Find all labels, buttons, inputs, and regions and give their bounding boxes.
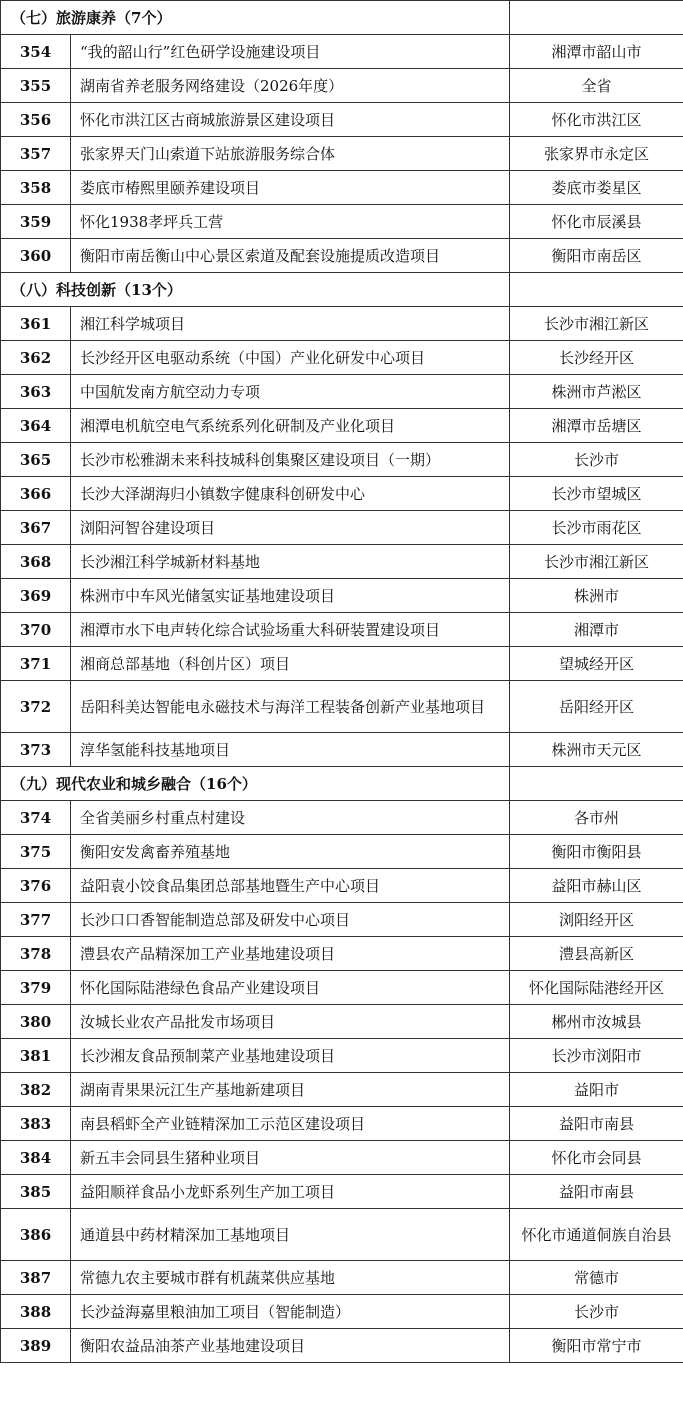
row-number: 358 [1, 171, 71, 205]
project-name: 全省美丽乡村重点村建设 [71, 801, 510, 835]
project-name: 浏阳河智谷建设项目 [71, 511, 510, 545]
project-name: 娄底市椿熙里颐养建设项目 [71, 171, 510, 205]
project-name: 长沙湘友食品预制菜产业基地建设项目 [71, 1039, 510, 1073]
table-row [1, 511, 683, 545]
project-table-body [1, 1, 683, 1363]
row-number: 387 [1, 1261, 71, 1295]
table-row [1, 341, 683, 375]
row-number: 365 [1, 443, 71, 477]
project-location: 怀化市会同县 [510, 1141, 683, 1175]
row-number: 371 [1, 647, 71, 681]
table-row [1, 239, 683, 273]
table-row [1, 1209, 683, 1261]
table-row [1, 477, 683, 511]
project-name: 淳华氢能科技基地项目 [71, 733, 510, 767]
row-number: 364 [1, 409, 71, 443]
project-name: 长沙经开区电驱动系统（中国）产业化研发中心项目 [71, 341, 510, 375]
project-location: 娄底市娄星区 [510, 171, 683, 205]
project-location: 益阳市赫山区 [510, 869, 683, 903]
project-name: 中国航发南方航空动力专项 [71, 375, 510, 409]
project-name: 怀化市洪江区古商城旅游景区建设项目 [71, 103, 510, 137]
table-row [1, 409, 683, 443]
project-location: 长沙市湘江新区 [510, 545, 683, 579]
project-name: 长沙湘江科学城新材料基地 [71, 545, 510, 579]
row-number: 355 [1, 69, 71, 103]
row-number: 380 [1, 1005, 71, 1039]
project-name: 长沙口口香智能制造总部及研发中心项目 [71, 903, 510, 937]
project-location: 澧县高新区 [510, 937, 683, 971]
project-location: 长沙市 [510, 443, 683, 477]
row-number: 374 [1, 801, 71, 835]
project-location: 长沙经开区 [510, 341, 683, 375]
table-row [1, 801, 683, 835]
table-row [1, 307, 683, 341]
row-number: 356 [1, 103, 71, 137]
project-location: 益阳市南县 [510, 1175, 683, 1209]
row-number: 378 [1, 937, 71, 971]
project-location: 衡阳市衡阳县 [510, 835, 683, 869]
project-name: 湖南青果果沅江生产基地新建项目 [71, 1073, 510, 1107]
table-row [1, 681, 683, 733]
category-row [1, 767, 683, 801]
table-row [1, 937, 683, 971]
category-row [1, 1, 683, 35]
table-row [1, 171, 683, 205]
category-title: （九）现代农业和城乡融合（16个） [1, 767, 510, 801]
project-location: 郴州市汝城县 [510, 1005, 683, 1039]
row-number: 370 [1, 613, 71, 647]
project-location: 岳阳经开区 [510, 681, 683, 733]
project-location: 长沙市雨花区 [510, 511, 683, 545]
project-name: 衡阳农益品油茶产业基地建设项目 [71, 1329, 510, 1363]
project-location: 湘潭市岳塘区 [510, 409, 683, 443]
project-location: 衡阳市常宁市 [510, 1329, 683, 1363]
table-row [1, 443, 683, 477]
category-empty-cell [510, 273, 683, 307]
row-number: 386 [1, 1209, 71, 1261]
table-row [1, 1073, 683, 1107]
table-row [1, 613, 683, 647]
row-number: 379 [1, 971, 71, 1005]
project-location: 株洲市 [510, 579, 683, 613]
row-number: 372 [1, 681, 71, 733]
row-number: 377 [1, 903, 71, 937]
project-location: 长沙市浏阳市 [510, 1039, 683, 1073]
row-number: 376 [1, 869, 71, 903]
project-location: 长沙市湘江新区 [510, 307, 683, 341]
row-number: 381 [1, 1039, 71, 1073]
row-number: 354 [1, 35, 71, 69]
row-number: 384 [1, 1141, 71, 1175]
project-location: 浏阳经开区 [510, 903, 683, 937]
project-location: 各市州 [510, 801, 683, 835]
table-row [1, 137, 683, 171]
project-name: 汝城长业农产品批发市场项目 [71, 1005, 510, 1039]
project-name: 南县稻虾全产业链精深加工示范区建设项目 [71, 1107, 510, 1141]
table-row [1, 205, 683, 239]
project-location: 株洲市天元区 [510, 733, 683, 767]
project-name: 长沙大泽湖海归小镇数字健康科创研发中心 [71, 477, 510, 511]
row-number: 360 [1, 239, 71, 273]
row-number: 385 [1, 1175, 71, 1209]
project-name: 怀化1938孝坪兵工营 [71, 205, 510, 239]
row-number: 388 [1, 1295, 71, 1329]
project-location: 株洲市芦淞区 [510, 375, 683, 409]
table-row [1, 1107, 683, 1141]
project-name: 常德九农主要城市群有机蔬菜供应基地 [71, 1261, 510, 1295]
project-location: 益阳市 [510, 1073, 683, 1107]
table-row [1, 1039, 683, 1073]
project-name: 湘潭电机航空电气系统系列化研制及产业化项目 [71, 409, 510, 443]
project-name: 湘商总部基地（科创片区）项目 [71, 647, 510, 681]
project-name: 衡阳安发禽畜养殖基地 [71, 835, 510, 869]
project-location: 望城经开区 [510, 647, 683, 681]
table-row [1, 1329, 683, 1363]
project-location: 怀化市洪江区 [510, 103, 683, 137]
row-number: 359 [1, 205, 71, 239]
row-number: 366 [1, 477, 71, 511]
row-number: 362 [1, 341, 71, 375]
row-number: 368 [1, 545, 71, 579]
project-name: 通道县中药材精深加工基地项目 [71, 1209, 510, 1261]
row-number: 373 [1, 733, 71, 767]
table-row [1, 545, 683, 579]
project-name: 澧县农产品精深加工产业基地建设项目 [71, 937, 510, 971]
project-name: 益阳顺祥食品小龙虾系列生产加工项目 [71, 1175, 510, 1209]
row-number: 363 [1, 375, 71, 409]
table-row [1, 579, 683, 613]
project-location: 长沙市 [510, 1295, 683, 1329]
project-name: 怀化国际陆港绿色食品产业建设项目 [71, 971, 510, 1005]
project-name: 益阳袁小饺食品集团总部基地暨生产中心项目 [71, 869, 510, 903]
row-number: 383 [1, 1107, 71, 1141]
project-name: 张家界天门山索道下站旅游服务综合体 [71, 137, 510, 171]
row-number: 369 [1, 579, 71, 613]
row-number: 357 [1, 137, 71, 171]
project-location: 怀化市通道侗族自治县 [510, 1209, 683, 1261]
category-title: （七）旅游康养（7个） [1, 1, 510, 35]
category-empty-cell [510, 1, 683, 35]
project-name: “我的韶山行”红色研学设施建设项目 [71, 35, 510, 69]
project-location: 长沙市望城区 [510, 477, 683, 511]
table-row [1, 971, 683, 1005]
row-number: 361 [1, 307, 71, 341]
category-title: （八）科技创新（13个） [1, 273, 510, 307]
project-location: 常德市 [510, 1261, 683, 1295]
row-number: 382 [1, 1073, 71, 1107]
project-name: 岳阳科美达智能电永磁技术与海洋工程装备创新产业基地项目 [71, 681, 510, 733]
table-row [1, 103, 683, 137]
category-row [1, 273, 683, 307]
table-row [1, 903, 683, 937]
project-location: 益阳市南县 [510, 1107, 683, 1141]
project-location: 全省 [510, 69, 683, 103]
table-row [1, 1261, 683, 1295]
row-number: 389 [1, 1329, 71, 1363]
project-name: 新五丰会同县生猪种业项目 [71, 1141, 510, 1175]
category-empty-cell [510, 767, 683, 801]
table-row [1, 69, 683, 103]
project-location: 怀化国际陆港经开区 [510, 971, 683, 1005]
project-name: 长沙益海嘉里粮油加工项目（智能制造） [71, 1295, 510, 1329]
table-row [1, 733, 683, 767]
row-number: 367 [1, 511, 71, 545]
project-location: 湘潭市韶山市 [510, 35, 683, 69]
table-row [1, 1175, 683, 1209]
project-location: 怀化市辰溪县 [510, 205, 683, 239]
project-name: 湘江科学城项目 [71, 307, 510, 341]
project-location: 湘潭市 [510, 613, 683, 647]
project-name: 湖南省养老服务网络建设（2026年度） [71, 69, 510, 103]
project-name: 长沙市松雅湖未来科技城科创集聚区建设项目（一期） [71, 443, 510, 477]
table-row [1, 1141, 683, 1175]
project-location: 张家界市永定区 [510, 137, 683, 171]
project-name: 湘潭市水下电声转化综合试验场重大科研装置建设项目 [71, 613, 510, 647]
table-row [1, 35, 683, 69]
table-row [1, 1005, 683, 1039]
project-name: 衡阳市南岳衡山中心景区索道及配套设施提质改造项目 [71, 239, 510, 273]
table-row [1, 869, 683, 903]
table-row [1, 647, 683, 681]
project-name: 株洲市中车风光储氢实证基地建设项目 [71, 579, 510, 613]
table-row [1, 835, 683, 869]
table-row [1, 1295, 683, 1329]
row-number: 375 [1, 835, 71, 869]
table-row [1, 375, 683, 409]
project-location: 衡阳市南岳区 [510, 239, 683, 273]
